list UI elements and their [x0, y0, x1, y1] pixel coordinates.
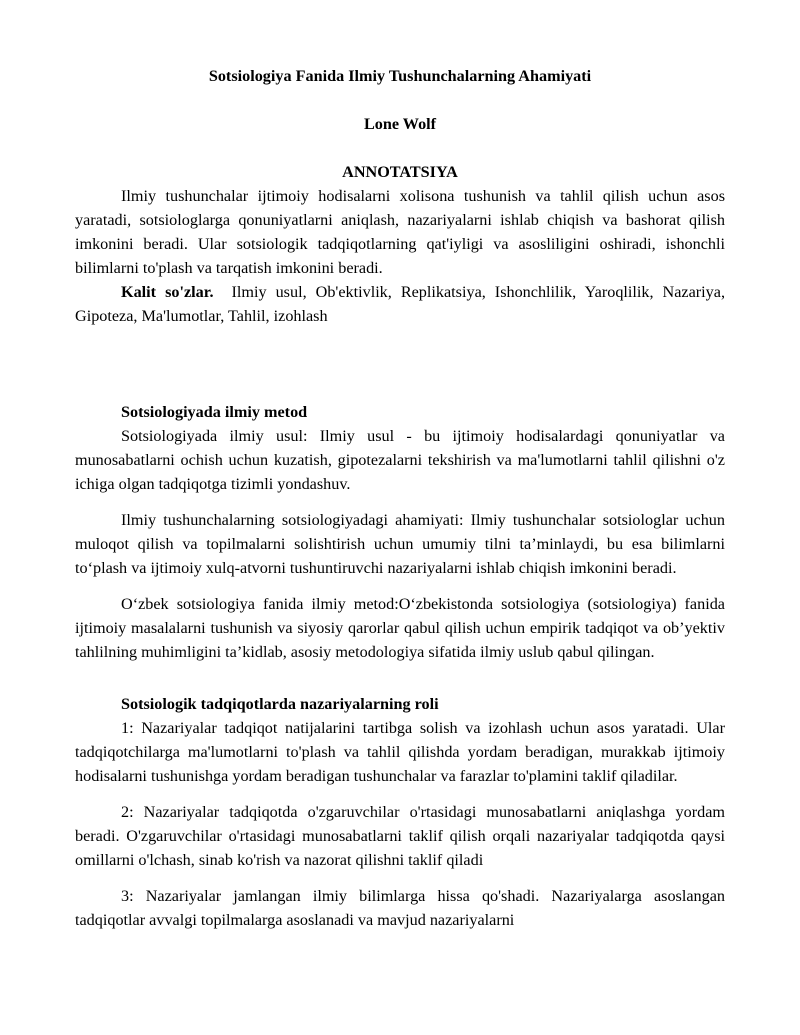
annotation-paragraph: Ilmiy tushunchalar ijtimoiy hodisalarni xolisona tushunish va tahlil qilish uchun asos yaratadi, sotsiologlarga qonuniyatlarni aniqlash, nazariyalarni ishlab chiqish va bashorat qilish imkonini beradi. Ular sotsiologik tadqiqotlarning qat'iyligi va asosliligini oshiradi, ishonchli bilimlarni to'plash va tarqatish imkonini beradi.	[75, 187, 725, 277]
keywords-label: Kalit so'zlar.	[121, 283, 214, 301]
section-heading-scientific-method: Sotsiologiyada ilmiy metod	[121, 403, 308, 421]
section-2-paragraph-2: 2: Nazariyalar tadqiqotda o'zgaruvchilar o'rtasidagi munosabatlarni aniqlashga yordam beradi. O'zgaruvchilar o'rtasidagi munosabatlarni taklif qilish orqali nazariyalar tadqiqotda qaysi omillarni o'lchash, sinab ko'rish va nazorat qilishni taklif qiladi	[75, 803, 725, 869]
document-title: Sotsiologiya Fanida Ilmiy Tushunchalarning Ahamiyati	[208, 67, 592, 85]
section-heading-theories-role: Sotsiologik tadqiqotlarda nazariyalarning roli	[121, 695, 439, 713]
section-1-paragraph-1: Sotsiologiyada ilmiy usul: Ilmiy usul - bu ijtimoiy hodisalardagi qonuniyatlar va munosabatlarni ochish uchun kuzatish, gipotezalarni tekshirish va ma'lumotlarni tahlil qilishni o'z ichiga olgan tadqiqotga tizimli yondashuv.	[75, 427, 725, 493]
section-1-paragraph-2: Ilmiy tushunchalarning sotsiologiyadagi ahamiyati: Ilmiy tushunchalar sotsiologlar uchun muloqot qilish va topilmalarni solishtirish uchun umumiy tilni ta’minlaydi, bu esa bilimlarni to‘plash va ijtimoiy xulq-atvorni tushuntiruvchi nazariyalarni ishlab chiqish imkonini beradi.	[75, 511, 725, 577]
annotation-heading: ANNOTATSIYA	[342, 163, 458, 181]
document-author: Lone Wolf	[363, 115, 437, 133]
section-2-paragraph-3: 3: Nazariyalar jamlangan ilmiy bilimlarga hissa qo'shadi. Nazariyalarga asoslangan tadqiqotlar avvalgi topilmalarga asoslanadi va mavjud nazariyalarni	[75, 887, 725, 929]
keywords-paragraph	[75, 280, 725, 328]
section-1-paragraph-3: O‘zbek sotsiologiya fanida ilmiy metod:O‘zbekistonda sotsiologiya (sotsiologiya) fanida ijtimoiy masalalarni tushunish va siyosiy qarorlar qabul qilish uchun empirik tadqiqot va ob’yektiv tahlilning muhimligini ta’kidlab, asosiy metodologiya sifatida ilmiy uslub qabul qilingan.	[75, 595, 725, 661]
keywords-text: Ilmiy usul, Ob'ektivlik, Replikatsiya, Ishonchlilik, Yaroqlilik, Nazariya, Gipoteza, Ma'lumotlar, Tahlil, izohlash	[75, 283, 726, 325]
section-2-paragraph-1: 1: Nazariyalar tadqiqot natijalarini tartibga solish va izohlash uchun asos yaratadi. Ular tadqiqotchilarga ma'lumotlarni to'plash va tahlil qilishda yordam beradigan, murakkab ijtimoiy hodisalarni tushunishga yordam beradigan tushunchalar va farazlar to'plamini taklif qiladilar.	[75, 719, 725, 785]
